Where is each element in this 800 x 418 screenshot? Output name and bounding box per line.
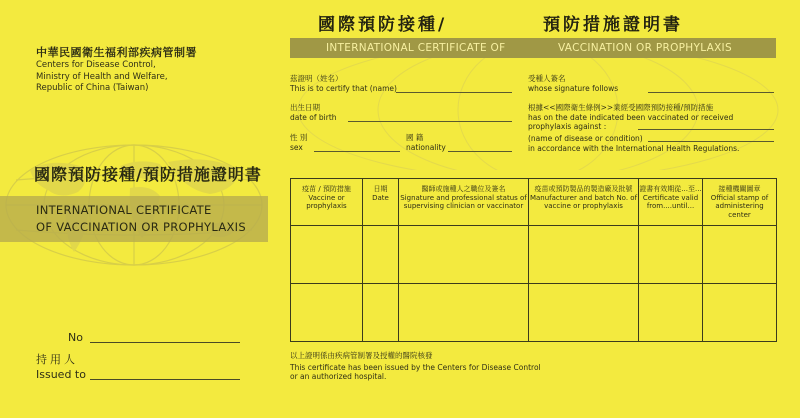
manufacturer-cell[interactable]: [529, 226, 639, 284]
column-header-stamp: [703, 179, 777, 226]
header-en: Official stamp of administering center: [710, 193, 769, 219]
dob-field[interactable]: [348, 121, 512, 122]
header-en: Certificate valid from....until...: [642, 193, 699, 210]
sex-label-zh: 性 別: [290, 133, 308, 142]
cover-title-line: INTERNATIONAL CERTIFICATE: [36, 203, 212, 217]
column-header-signature: [399, 179, 529, 226]
header-en: Signature and professional status of supervising clinician or vaccinator: [400, 193, 527, 210]
header-zh: 證書有效期從...至...: [639, 185, 702, 193]
header-zh: 日期: [373, 185, 388, 193]
header-en: Manufacturer and batch No. of vaccine or prophylaxis: [529, 193, 638, 210]
disease-field[interactable]: [638, 129, 774, 130]
regulation-text: [528, 103, 788, 132]
stamp-cell[interactable]: [703, 284, 777, 342]
certificate-title-zh-part2: 預防措施證明書: [543, 15, 683, 35]
signature-cell[interactable]: [399, 284, 529, 342]
organization-name-en: [36, 60, 168, 95]
name-label-en: This is to certify that (name): [290, 83, 397, 93]
vaccine-cell[interactable]: [291, 226, 363, 284]
dob-label-zh: 出生日期: [290, 103, 320, 112]
organization-line: Centers for Disease Control,: [36, 60, 156, 70]
dob-label-en: date of birth: [290, 112, 337, 122]
nationality-label-en: nationality: [406, 142, 446, 152]
regulation-text-en-1: has on the date indicated been vaccinated or received: [528, 112, 734, 122]
sex-field[interactable]: [314, 151, 400, 152]
certificate-title-zh-part1: 國際預防接種/: [318, 15, 448, 35]
header-en: Vaccine or prophylaxis: [306, 193, 347, 210]
certificate-title-en-part1: INTERNATIONAL CERTIFICATE OF: [326, 42, 506, 54]
disease-field-line2[interactable]: [648, 141, 774, 142]
nationality-label: [406, 133, 446, 152]
certificate-number-label: No: [68, 331, 83, 344]
header-zh: 醫師或施種人之職位及簽名: [421, 185, 506, 193]
sex-label-en: sex: [290, 142, 303, 152]
sex-label: [290, 133, 307, 152]
column-header-vaccine: [291, 179, 363, 226]
nationality-field[interactable]: [448, 151, 512, 152]
column-header-date: [363, 179, 399, 226]
accordance-text: in accordance with the International Health Regulations.: [528, 144, 740, 153]
footer-note-zh: 以上證明係由疾病管制署及授權的醫院核發: [290, 351, 433, 360]
nationality-label-zh: 國 籍: [406, 133, 424, 142]
cover-title-zh: 國際預防接種/預防措施證明書: [34, 165, 262, 184]
cover-title-line: OF VACCINATION OR PROPHYLAXIS: [36, 220, 246, 234]
issued-to-field[interactable]: [90, 379, 240, 380]
certificate-number-field[interactable]: [90, 342, 240, 343]
regulation-text-en-2: prophylaxis against :: [528, 122, 607, 131]
certificate-panel: [268, 0, 800, 418]
cover-title-en: [36, 202, 246, 236]
stamp-cell[interactable]: [703, 226, 777, 284]
table-header-row: [291, 179, 777, 226]
regulation-text-zh: 根據<<國際衛生條例>>業經受國際預防接種/預防措施: [528, 103, 714, 112]
name-field[interactable]: [396, 92, 512, 93]
manufacturer-cell[interactable]: [529, 284, 639, 342]
signature-label-en: whose signature follows: [528, 83, 619, 93]
header-en: Date: [372, 193, 389, 202]
validity-cell[interactable]: [639, 284, 703, 342]
table-row: [291, 284, 777, 342]
vaccination-table: [290, 178, 777, 342]
organization-name-zh: 中華民國衛生福利部疾病管制署: [36, 46, 197, 59]
issued-to-label: Issued to: [36, 368, 86, 381]
name-label-zh: 茲證明（姓名）: [290, 74, 343, 83]
date-cell[interactable]: [363, 226, 399, 284]
dob-label: [290, 103, 337, 122]
signature-cell[interactable]: [399, 226, 529, 284]
signature-field[interactable]: [648, 92, 774, 93]
signature-label: [528, 74, 618, 93]
header-zh: 疫苗或預防製品的製造廠及批號: [534, 185, 633, 193]
disease-caption: (name of disease or condition): [528, 134, 643, 143]
header-zh: 疫苗 / 預防措施: [302, 185, 351, 193]
organization-line: Ministry of Health and Welfare,: [36, 71, 168, 82]
column-header-manufacturer: [529, 179, 639, 226]
footer-note-en: This certificate has been issued by the Centers for Disease Control or an authorized hospital.: [290, 363, 541, 381]
header-zh: 接種機關圖章: [718, 185, 761, 193]
holder-label-zh: 持用人: [36, 353, 78, 366]
table-row: [291, 226, 777, 284]
cover-panel: [0, 0, 268, 418]
organization-line: Republic of China (Taiwan): [36, 83, 149, 93]
name-label: [290, 74, 397, 93]
date-cell[interactable]: [363, 284, 399, 342]
validity-cell[interactable]: [639, 226, 703, 284]
vaccine-cell[interactable]: [291, 284, 363, 342]
column-header-validity: [639, 179, 703, 226]
signature-label-zh: 受種人簽名: [528, 74, 566, 83]
certificate-title-en-part2: VACCINATION OR PROPHYLAXIS: [558, 42, 732, 54]
